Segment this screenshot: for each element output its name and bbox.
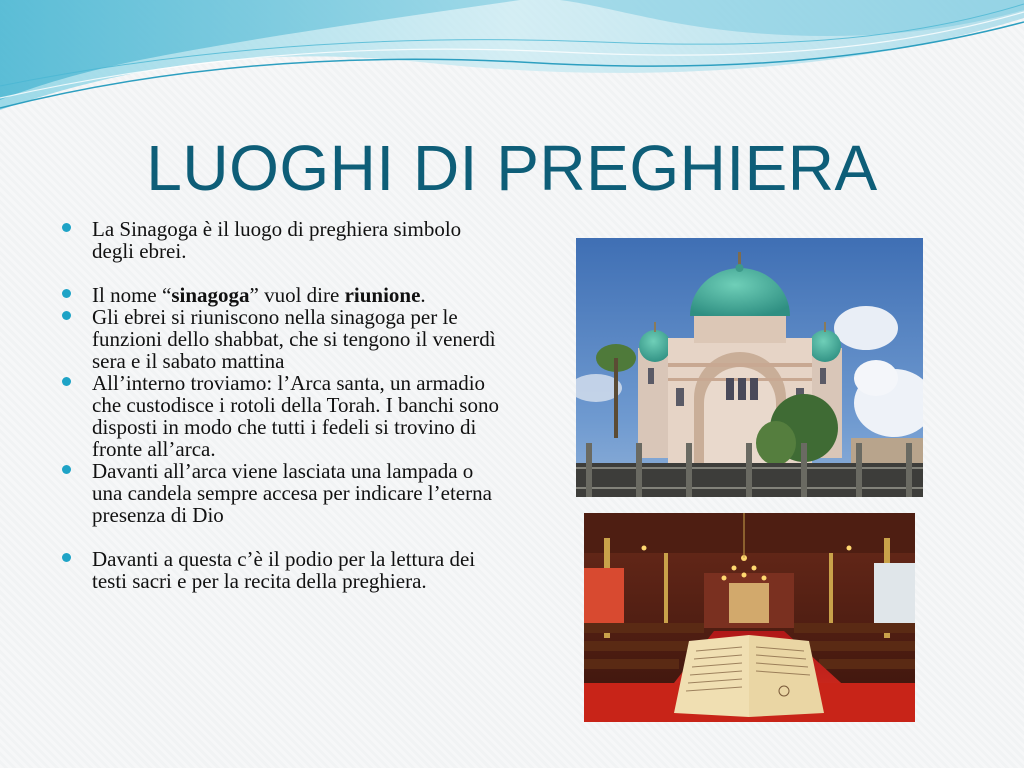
bullet-dot-icon [62, 289, 71, 298]
slide-title: LUOGHI DI PREGHIERA [146, 132, 878, 204]
bullet-dot-icon [62, 223, 71, 232]
bullet-dot-icon [62, 377, 71, 386]
bullet-item [62, 548, 502, 592]
synagogue-exterior-photo [576, 238, 923, 497]
bullet-dot-icon [62, 553, 71, 562]
bullet-list [62, 218, 502, 592]
bullet-dot-icon [62, 465, 71, 474]
synagogue-interior-photo [584, 513, 915, 722]
bold-term: sinagoga [171, 283, 250, 307]
bullet-text [92, 305, 496, 373]
text-run: All’interno troviamo: l’Arca santa, un armadio che custodisce i rotoli della Torah. I banchi sono disposti in modo che tutti i fedeli si trovino di fronte all’arca. [92, 371, 499, 461]
text-run: Il nome “ [92, 283, 172, 307]
bullet-item [62, 218, 502, 262]
bullet-text [92, 217, 461, 263]
text-run: . [420, 283, 426, 307]
bullet-item [62, 284, 502, 306]
bullet-item [62, 460, 502, 526]
bullet-text [92, 547, 475, 593]
text-run: Davanti all’arca viene lasciata una lampada o una candela sempre accesa per indicare l’eterna presenza di Dio [92, 459, 492, 527]
bullet-text [92, 283, 426, 307]
text-run: ” vuol dire [249, 283, 345, 307]
bold-term: riunione [344, 283, 421, 307]
bullet-item [62, 372, 502, 460]
bullet-item [62, 306, 502, 372]
bullet-text [92, 459, 492, 527]
text-run: Gli ebrei si riuniscono nella sinagoga per le funzioni dello shabbat, che si tengono il venerdì sera e il sabato mattina [92, 305, 496, 373]
text-run: La Sinagoga è il luogo di preghiera simbolo degli ebrei. [92, 217, 462, 263]
text-run: Davanti a questa c’è il podio per la lettura dei testi sacri e per la recita della preghiera. [92, 547, 476, 593]
bullet-text [92, 371, 499, 461]
header-waves [0, 0, 1024, 130]
bullet-dot-icon [62, 311, 71, 320]
